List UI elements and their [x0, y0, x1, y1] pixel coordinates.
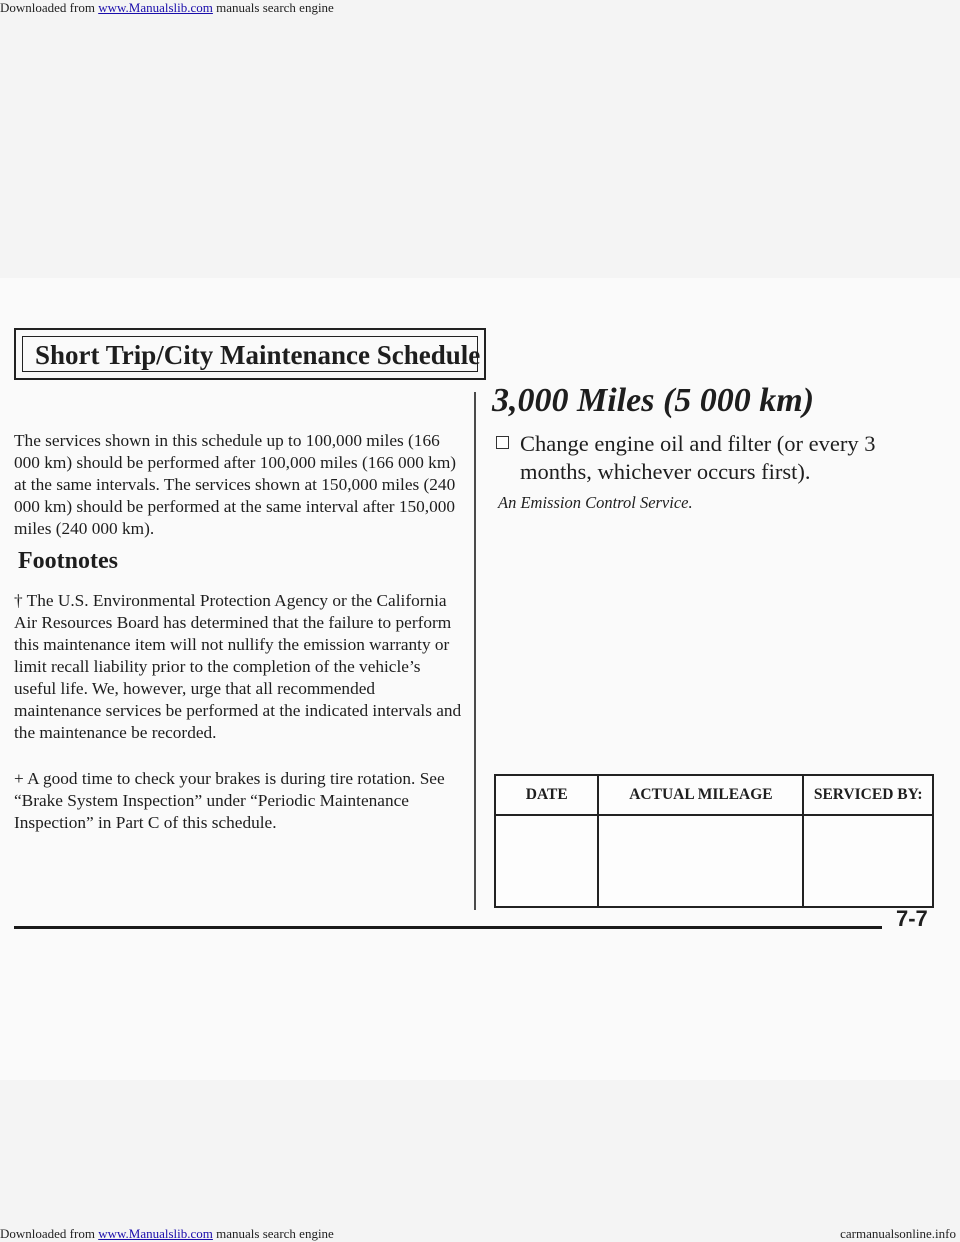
section-title-box [14, 328, 486, 380]
footnote-emission: † The U.S. Environmental Protection Agency or the California Air Resources Board has determined that the failure to perform this maintenance item will not nullify the emission warranty or limit recall liability prior to the completion of the vehicle’s useful life. We, however, urge that all recommended maintenance services be performed at the indicated intervals and the maintenance be recorded. [14, 591, 462, 742]
page-number: 7-7 [896, 906, 928, 931]
banner-prefix: Downloaded from [0, 1226, 99, 1241]
actual-mileage-header: ACTUAL MILEAGE [598, 775, 803, 815]
manualslib-link[interactable]: www.Manualslib.com [98, 0, 213, 15]
manualslib-link[interactable]: www.Manualslib.com [98, 1226, 213, 1241]
interval-heading: 3,000 Miles (5 000 km) [492, 382, 815, 419]
page-title: Short Trip/City Maintenance Schedule [22, 336, 478, 372]
banner-suffix: manuals search engine [212, 0, 334, 15]
table-row [495, 815, 933, 907]
site-watermark: carmanualsonline.info [840, 1226, 956, 1241]
service-record-table [494, 774, 934, 908]
footnotes-heading: Footnotes [18, 548, 118, 574]
intro-paragraph: The services shown in this schedule up to 100,000 miles (166 000 km) should be performed after 100,000 miles (166 000 km) at the same intervals. The services shown at 150,000 miles (240 000 km) should be performed at the same interval after 150,000 miles (240 000 km). [14, 431, 457, 538]
bottom-download-banner [0, 1226, 960, 1242]
task-text: Change engine oil and filter (or every 3 months, whichever occurs first). [520, 431, 876, 484]
serviced-by-cell[interactable] [803, 815, 933, 907]
date-header: DATE [495, 775, 598, 815]
task-checkbox[interactable] [496, 436, 509, 449]
table-header-row [495, 775, 933, 815]
footer-rule [14, 926, 882, 929]
date-cell[interactable] [495, 815, 598, 907]
footnote-brakes: + A good time to check your brakes is during tire rotation. See “Brake System Inspection” under “Periodic Maintenance Inspection” in Part C of this schedule. [14, 769, 445, 832]
top-download-banner [0, 0, 960, 16]
banner-prefix: Downloaded from [0, 0, 99, 15]
mileage-cell[interactable] [598, 815, 803, 907]
serviced-by-header: SERVICED BY: [803, 775, 933, 815]
manual-page [0, 278, 960, 1080]
column-divider [474, 392, 476, 910]
task-note: An Emission Control Service. [498, 493, 693, 512]
banner-suffix: manuals search engine [212, 1226, 334, 1241]
